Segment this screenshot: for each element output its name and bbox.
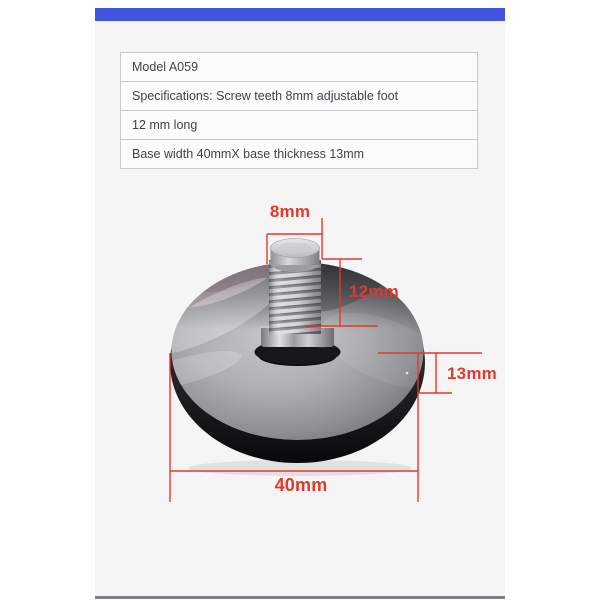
spec-row-length: 12 mm long [121, 110, 477, 139]
spec-row-specifications: Specifications: Screw teeth 8mm adjustable foot [121, 81, 477, 110]
dim-label-screw-length: 12mm [349, 282, 399, 301]
top-accent-bar [95, 8, 505, 21]
foot-screw [269, 239, 321, 335]
spec-table [120, 52, 478, 169]
dim-label-screw-diameter: 8mm [269, 202, 311, 221]
dim-label-base-width: 40mm [274, 475, 328, 495]
spec-row-base: Base width 40mmX base thickness 13mm [121, 139, 477, 168]
spec-row-model: Model A059 [132, 60, 199, 74]
footer-divider [95, 596, 505, 599]
dim-label-base-thickness: 13mm [447, 364, 497, 383]
